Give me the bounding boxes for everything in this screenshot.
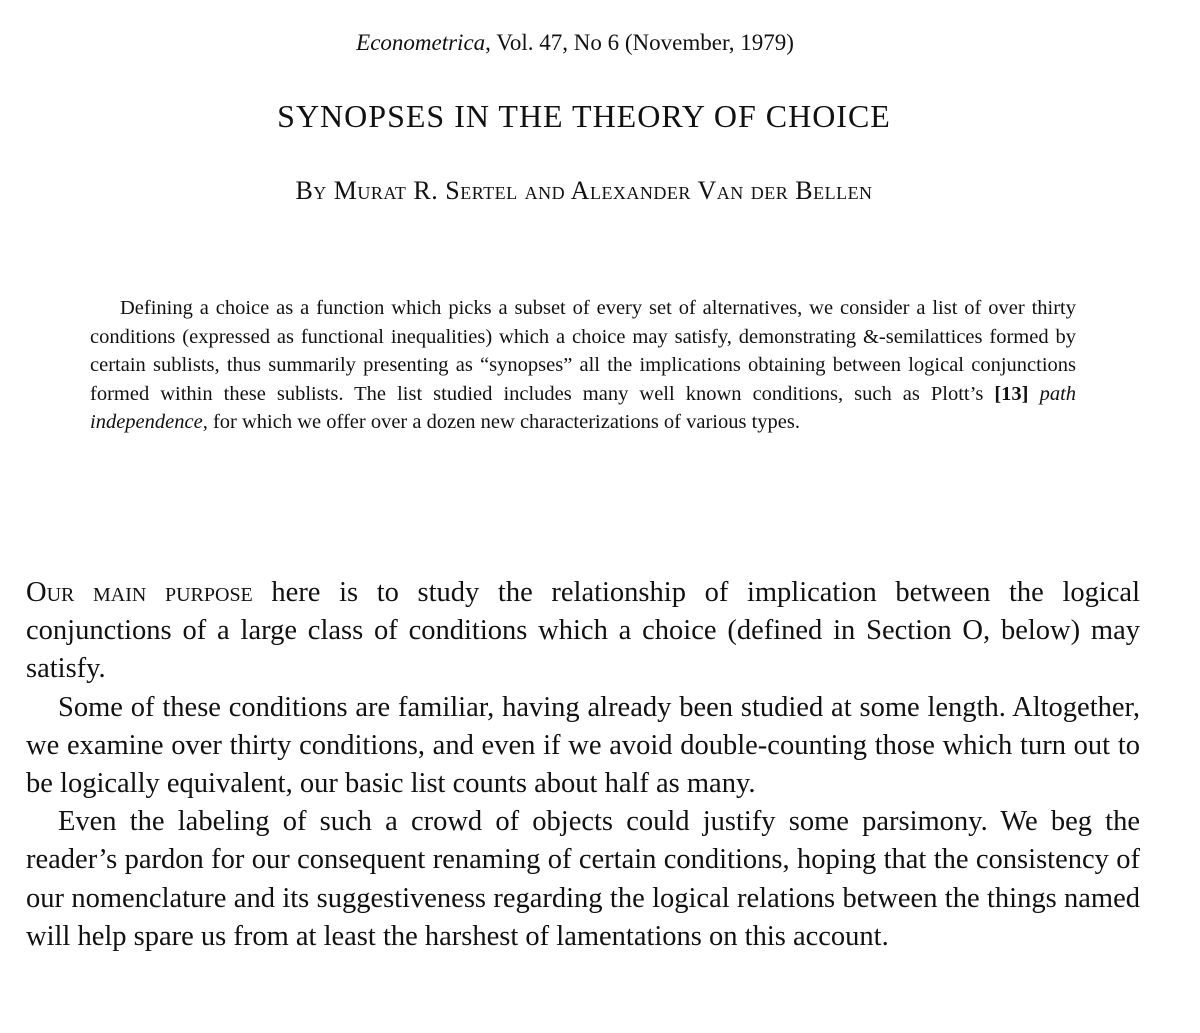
body-paragraph-1 (26, 574, 1140, 689)
volume-issue-date: , Vol. 47, No 6 (November, 1979) (485, 30, 794, 55)
journal-name: Econometrica (356, 30, 486, 55)
abstract-text-start: Defining a choice as a function which picks a subset of every set of alternatives, we consider a list of over thirty conditions (expressed as functional inequalities) which a choice may satisfy, demonstrating &-semilattices formed by certain sublists, thus summarily presenting as “synopses” all the implications obtaining between logical conjunctions formed within these sublists. The list studied includes many well known conditions, such as Plott’s (90, 297, 1076, 405)
paragraph-lead-small-caps: Our main purpose (26, 577, 253, 608)
body-paragraph-3: Even the labeling of such a crowd of objects could justify some parsimony. We beg the reader’s pardon for our consequent renaming of certain conditions, hoping that the consistency of our nomenclature and its suggestiveness regarding the logical relations between the things named will help spare us from at least the harshest of lamentations on this account. (26, 806, 1140, 952)
abstract-text-end: for which we offer over a dozen new characterizations of various types. (207, 411, 800, 434)
body-text (26, 574, 1140, 956)
journal-citation (0, 28, 1150, 58)
abstract-emphasis: path independence, (90, 382, 1077, 434)
abstract-space (1029, 383, 1040, 405)
paper-authors: By Murat R. Sertel and Alexander Van der Bellen (295, 176, 873, 205)
abstract (90, 294, 1076, 437)
body-paragraph-1-text: here is to study the relationship of implication between the logical conjunctions of a large class of conditions which a choice (defined in Section O, below) may satisfy. (26, 577, 1140, 685)
reference-13: [13] (994, 382, 1029, 405)
paper-title: SYNOPSES IN THE THEORY OF CHOICE (277, 98, 891, 134)
body-paragraph-2: Some of these conditions are familiar, having already been studied at some length. Altogether, we examine over thirty conditions, and even if we avoid double-counting those which turn out to be logically equivalent, our basic list counts about half as many. (26, 691, 1140, 800)
